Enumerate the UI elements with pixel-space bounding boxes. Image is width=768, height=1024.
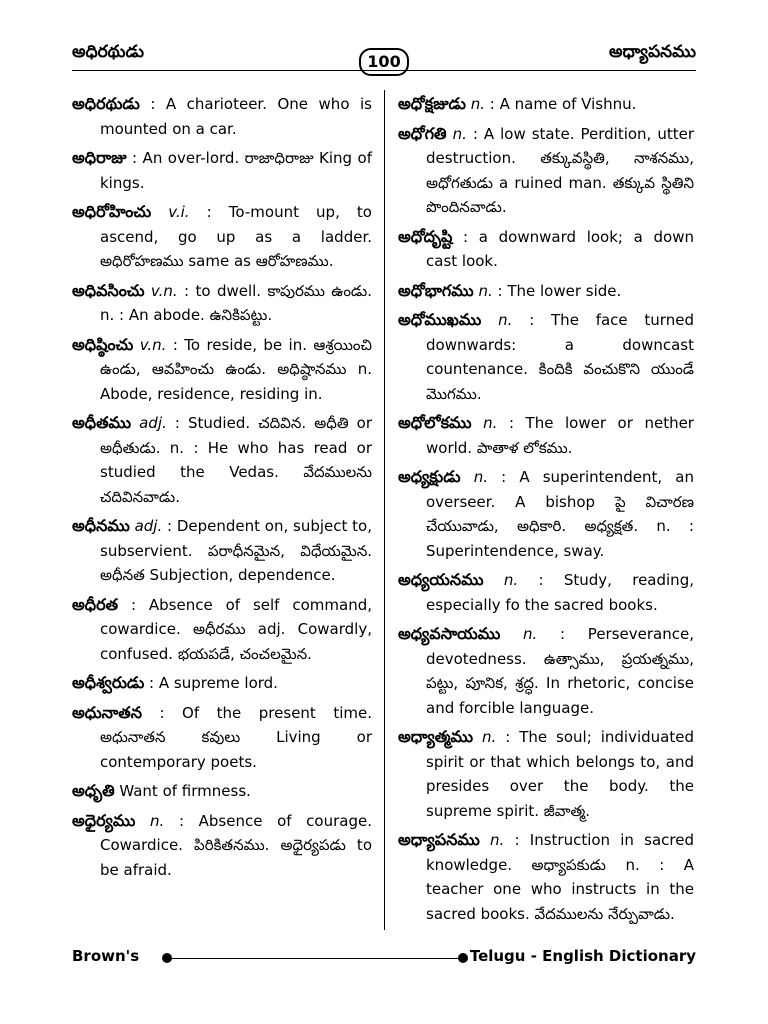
entry-headword: అధోగతి bbox=[398, 123, 447, 143]
entry-definition: : The lower side. bbox=[497, 281, 622, 300]
dictionary-entry bbox=[72, 92, 372, 141]
dictionary-entry bbox=[398, 411, 694, 460]
dictionary-entry bbox=[398, 622, 694, 720]
entry-headword: అధ్యాత్మము bbox=[398, 727, 474, 746]
entry-definition: : A low state. Perdition, utter destruction. తక్కువస్థితి, నాశనము, అధోగతుడు a ruined man. తక్కువ స్థితిని పొందినవాడు. bbox=[426, 124, 694, 216]
entry-definition: : To reside, be in. ఆశ్రయించి ఉండు, ఆవహించు ఉండు. అధిష్ఠానము n. Abode, residence, residing in. bbox=[100, 335, 372, 403]
entry-definition: : The soul; individuated spirit or that which belongs to, and presides over the body. the supreme spirit. జీవాత్మ. bbox=[426, 728, 694, 820]
entry-headword: అధైర్యము bbox=[72, 810, 136, 830]
entry-headword: అధీనము bbox=[72, 516, 130, 535]
entry-definition: Want of firmness. bbox=[119, 782, 251, 800]
footer-rule bbox=[172, 958, 461, 959]
dictionary-entry bbox=[398, 465, 694, 563]
dictionary-entry bbox=[398, 279, 694, 304]
entry-headword: అధిరోహించు bbox=[72, 202, 152, 221]
dictionary-entry bbox=[72, 514, 372, 588]
dictionary-entry bbox=[72, 146, 372, 195]
dictionary-entry bbox=[72, 779, 372, 804]
left-column bbox=[72, 92, 372, 887]
page-header bbox=[72, 38, 696, 78]
entry-headword: అధ్యాపనము bbox=[398, 830, 480, 849]
entry-definition: : Dependent on, subject to, subservient. పరాధీనమైన, విధేయమైన. అధీనత Subjection, dependence. bbox=[100, 517, 372, 584]
dictionary-entry bbox=[72, 279, 372, 328]
entry-definition: : The lower or nether world. పాతాళ లోకము. bbox=[426, 414, 694, 457]
entry-part-of-speech: n. bbox=[478, 281, 493, 300]
dictionary-entry bbox=[398, 828, 694, 926]
entry-definition: : A name of Vishnu. bbox=[489, 95, 637, 113]
footer-bullet-left bbox=[162, 953, 172, 963]
dictionary-entry bbox=[398, 122, 694, 220]
entry-definition: : a downward look; a down cast look. bbox=[426, 227, 694, 270]
entry-headword: అధిరాజు bbox=[72, 148, 127, 167]
entry-part-of-speech: n. bbox=[522, 625, 538, 643]
entry-part-of-speech: n. bbox=[470, 95, 485, 113]
footer-title: Telugu - English Dictionary bbox=[469, 947, 696, 965]
entry-definition: : To-mount up, to ascend, go up as a ladder. అధిరోహణము same as ఆరోహణము. bbox=[100, 203, 372, 270]
entry-headword: అధోక్షజుడు bbox=[398, 94, 466, 113]
footer-bullet-right bbox=[458, 953, 468, 963]
entry-part-of-speech: n. bbox=[150, 811, 165, 830]
dictionary-entry bbox=[72, 701, 372, 775]
entry-definition: : Perseverance, devotedness. ఉత్సాము, ప్రయత్నము, పట్టు, పూనిక, శ్రద్ధ. In rhetoric, concise and forcible language. bbox=[426, 625, 694, 717]
entry-part-of-speech: n. bbox=[452, 124, 467, 143]
dictionary-entry bbox=[72, 809, 372, 883]
entry-part-of-speech: n. bbox=[503, 571, 519, 589]
entry-part-of-speech: n. bbox=[490, 831, 505, 849]
entry-definition: : Absence of self command, cowardice. అధీరము adj. Cowardly, confused. భయపడే, చంచలమైన. bbox=[100, 595, 372, 663]
entry-part-of-speech: n. bbox=[481, 728, 497, 746]
dictionary-entry bbox=[398, 725, 694, 823]
entry-headword: అధ్యయనము bbox=[398, 570, 484, 589]
entry-definition: : to dwell. కాపురము ఉండు. n. : An abode. ఉనికిపట్టు. bbox=[100, 281, 372, 324]
entry-part-of-speech: v.n. bbox=[139, 335, 167, 354]
entry-definition: : A superintendent, an overseer. A bishop పై విచారణ చేయువాడు, అధికారి. అధ్యక్షత. n. : Superintendence, sway. bbox=[426, 468, 694, 560]
dictionary-entry bbox=[398, 568, 694, 617]
footer-publisher: Brown's bbox=[72, 947, 140, 965]
column-divider bbox=[384, 90, 385, 930]
entry-definition: : A supreme lord. bbox=[149, 674, 278, 692]
dictionary-entry bbox=[72, 593, 372, 667]
header-rule bbox=[72, 70, 696, 71]
entry-headword: అధిష్ఠించు bbox=[72, 334, 134, 354]
right-column bbox=[398, 92, 694, 931]
running-head-left: అధిరథుడు bbox=[72, 42, 145, 62]
entry-headword: అధృతి bbox=[72, 781, 115, 800]
entry-headword: అధీరత bbox=[72, 594, 119, 614]
dictionary-entry bbox=[398, 225, 694, 274]
entry-definition: : An over-lord. రాజాధిరాజు King of kings. bbox=[100, 149, 372, 192]
entry-headword: అధోదృష్టి bbox=[398, 226, 453, 246]
entry-definition: : Study, reading, especially fo the sacred books. bbox=[426, 571, 694, 614]
entry-part-of-speech: adj. bbox=[134, 517, 163, 535]
entry-definition: : The face turned downwards: a downcast countenance. కిందికి వంచుకొని యుండే మొగము. bbox=[426, 311, 694, 403]
entry-part-of-speech: adj. bbox=[139, 414, 167, 432]
page-number: 100 bbox=[359, 48, 409, 76]
dictionary-entry bbox=[72, 411, 372, 509]
entry-headword: అధ్యక్షుడు bbox=[398, 467, 461, 486]
dictionary-entry bbox=[398, 92, 694, 117]
entry-definition: : Studied. చదివిన. అధీతి or అధీతుడు. n. : He who has read or studied the Vedas. వేదములను చదివినవాడు. bbox=[100, 414, 372, 506]
entry-headword: అధీశ్వరుడు bbox=[72, 673, 145, 692]
entry-part-of-speech: v.n. bbox=[150, 281, 178, 300]
entry-headword: అధోముఖము bbox=[398, 310, 482, 329]
entry-headword: అధివసించు bbox=[72, 280, 145, 300]
entry-definition: : Instruction in sacred knowledge. అధ్యాపకుడు n. : A teacher one who instructs in the sacred books. వేదములను నేర్పువాడు. bbox=[426, 831, 694, 923]
entry-part-of-speech: n. bbox=[498, 311, 513, 329]
entry-headword: అధ్యవసాయము bbox=[398, 624, 501, 643]
page-footer bbox=[72, 944, 696, 970]
entry-part-of-speech: v.i. bbox=[168, 203, 190, 221]
dictionary-entry bbox=[72, 671, 372, 696]
entry-part-of-speech: n. bbox=[473, 468, 488, 486]
dictionary-entry bbox=[72, 200, 372, 274]
entry-part-of-speech: n. bbox=[483, 414, 498, 432]
entry-definition: : A charioteer. One who is mounted on a car. bbox=[100, 95, 372, 138]
running-head-right: అధ్యాపనము bbox=[609, 42, 696, 62]
entry-headword: అధోలోకము bbox=[398, 413, 472, 432]
entry-headword: అధునాతన bbox=[72, 702, 142, 722]
entry-headword: అధిరథుడు bbox=[72, 94, 140, 113]
entry-definition: : Of the present time. అధునాతన కవులు Living or contemporary poets. bbox=[100, 703, 372, 771]
dictionary-entry bbox=[398, 308, 694, 406]
entry-definition: : Absence of courage. Cowardice. పిరికితనము. అధైర్యపడు to be afraid. bbox=[100, 811, 372, 879]
dictionary-entry bbox=[72, 333, 372, 407]
entry-headword: అధీతము bbox=[72, 413, 132, 432]
entry-headword: అధోభాగము bbox=[398, 280, 474, 300]
